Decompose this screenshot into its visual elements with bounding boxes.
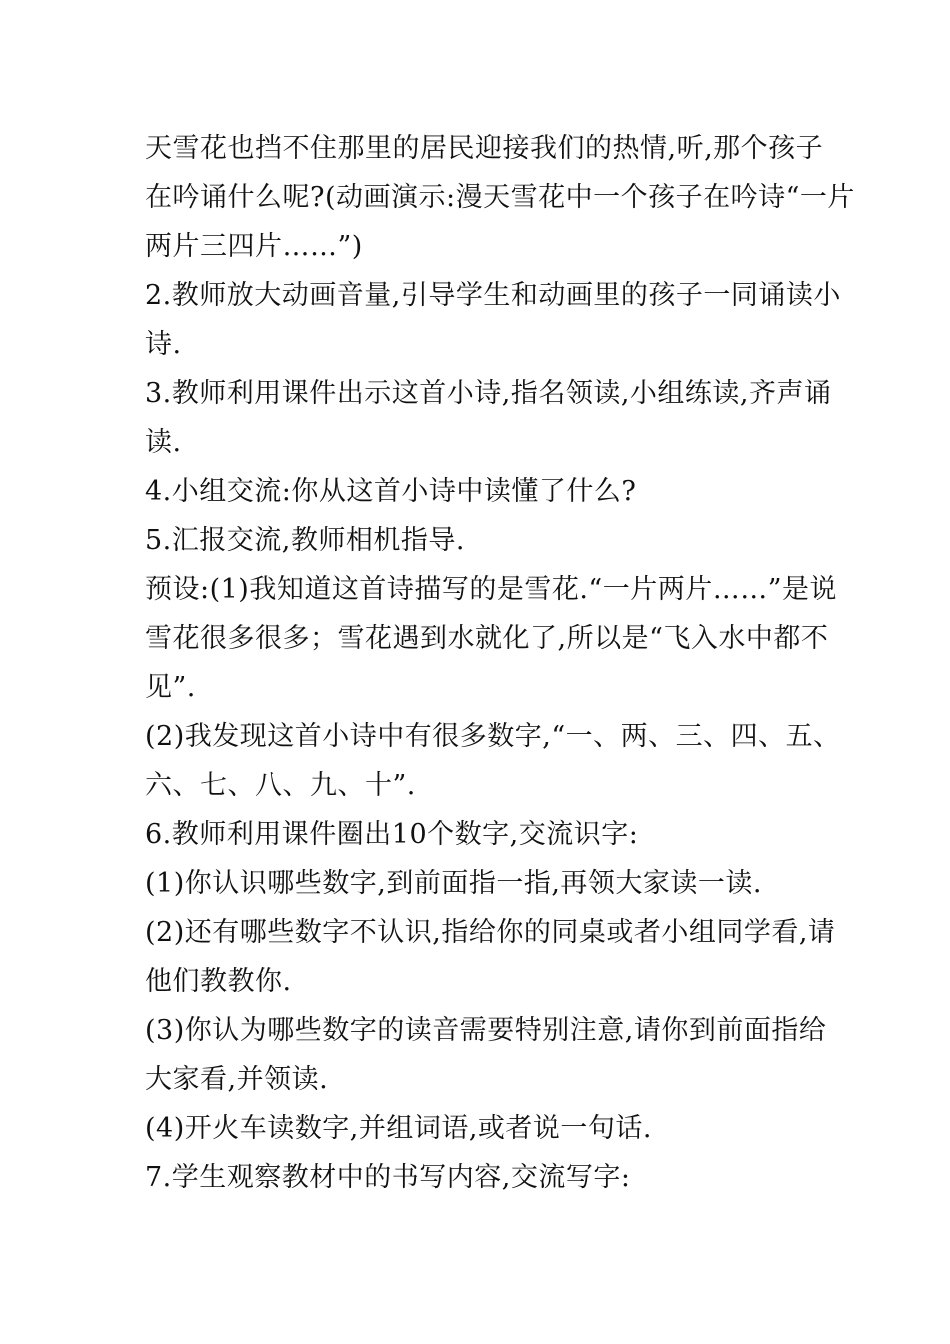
paragraph-step-2 bbox=[145, 271, 841, 369]
text-line: 他们教教你. bbox=[145, 966, 292, 997]
text-line: (2)还有哪些数字不认识,指给你的同桌或者小组同学看,请 bbox=[145, 917, 836, 948]
text-line: 3.教师利用课件出示这首小诗,指名领读,小组练读,齐声诵 bbox=[145, 378, 832, 409]
text-line: 见”. bbox=[145, 672, 196, 703]
text-line: 读. bbox=[145, 427, 182, 458]
paragraph-sub-4 bbox=[145, 1104, 815, 1153]
document-body bbox=[145, 124, 855, 1202]
text-line: 大家看,并领读. bbox=[145, 1064, 329, 1095]
text-line: 雪花很多很多；雪花遇到水就化了,所以是“飞入水中都不 bbox=[145, 623, 829, 654]
paragraph-sub-3 bbox=[145, 1006, 827, 1104]
paragraph-step-5 bbox=[145, 516, 815, 565]
paragraph-sub-1 bbox=[145, 859, 815, 908]
text-line: 5.汇报交流,教师相机指导. bbox=[145, 525, 465, 556]
paragraph-preset-1 bbox=[145, 565, 838, 712]
text-line: (2)我发现这首小诗中有很多数字,“一、两、三、四、五、 bbox=[145, 721, 841, 752]
paragraph-step-6 bbox=[145, 810, 815, 859]
paragraph-step-3 bbox=[145, 369, 832, 467]
paragraph-sub-2 bbox=[145, 908, 836, 1006]
paragraph-preset-2 bbox=[145, 712, 841, 810]
text-line: 诗. bbox=[145, 329, 182, 360]
text-line: 6.教师利用课件圈出10个数字,交流识字: bbox=[145, 819, 639, 850]
text-line: 在吟诵什么呢?(动画演示:漫天雪花中一个孩子在吟诗“一片 bbox=[145, 182, 855, 213]
paragraph-step-4 bbox=[145, 467, 815, 516]
text-line: 预设:(1)我知道这首诗描写的是雪花.“一片两片……”是说 bbox=[145, 574, 838, 605]
paragraph-intro bbox=[145, 124, 855, 271]
paragraph-step-7 bbox=[145, 1153, 815, 1202]
text-line: 六、七、八、九、十”. bbox=[145, 770, 416, 801]
text-line: 两片三四片……”) bbox=[145, 231, 363, 262]
text-line: 4.小组交流:你从这首小诗中读懂了什么? bbox=[145, 476, 637, 507]
text-line: 2.教师放大动画音量,引导学生和动画里的孩子一同诵读小 bbox=[145, 280, 841, 311]
text-line: (3)你认为哪些数字的读音需要特别注意,请你到前面指给 bbox=[145, 1015, 827, 1046]
text-line: 天雪花也挡不住那里的居民迎接我们的热情,听,那个孩子 bbox=[145, 133, 824, 164]
text-line: (4)开火车读数字,并组词语,或者说一句话. bbox=[145, 1113, 652, 1144]
text-line: (1)你认识哪些数字,到前面指一指,再领大家读一读. bbox=[145, 868, 762, 899]
text-line: 7.学生观察教材中的书写内容,交流写字: bbox=[145, 1162, 631, 1193]
